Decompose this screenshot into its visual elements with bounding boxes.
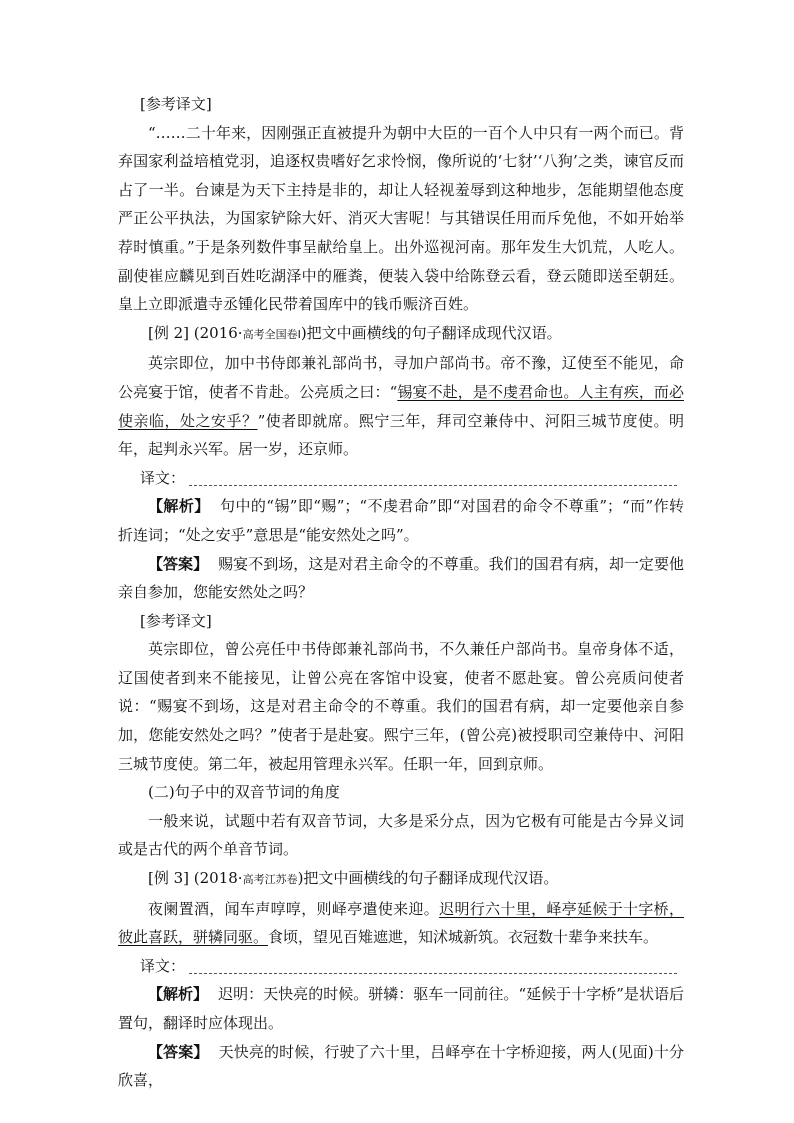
example-2-passage: 英宗即位，加中书侍郎兼礼部尚书，寻加户部尚书。帝不豫，辽使至不能见，命公亮宴于馆，使者不肯赴。公亮质之曰：“锡宴不赴，是不虔君命也。人主有疾，而必使亲临，处之安乎？”使者即就席。熙宁三年，拜司空兼侍中、河阳三城节度使。明年，起判永兴军。居一岁，还京师。 — [118, 354, 684, 459]
underlined-sentence: 锡宴不赴，是不虔君命也。人主有疾，而必使亲临，处之安乎？ — [118, 382, 684, 430]
example-3-source: 高考江苏卷 — [242, 873, 298, 887]
section-heading: (二)句子中的双音节词的角度 — [148, 783, 340, 802]
document-body — [118, 90, 684, 1095]
reference-translation-label-2: [参考译文] — [140, 611, 212, 630]
section-paragraph: 一般来说，试题中若有双音节词，大多是采分点，因为它极有可能是古今异义词或是古代的两个单音节词。 — [118, 811, 684, 859]
translation-answer-line-3 — [118, 952, 684, 981]
answer-tag: 【答案】 — [148, 554, 209, 573]
example-3-analysis: 【解析】 迟明：天快亮的时候。骈辚：驱车一同前往。“延候于十字桥”是状语后置句，翻译时应体现出。 — [118, 985, 684, 1032]
reference-translation-paragraph-2: 英宗即位，曾公亮任中书侍郎兼礼部尚书，不久兼任户部尚书。皇帝身体不适，辽国使者到来不能接见，让曾公亮在客馆中设宴，使者不愿赴宴。曾公亮质问使者说：“赐宴不到场，这是对君主命令的不尊重。我们的国君有病，却一定要他亲自参加，您能安然处之吗？”使者于是赴宴。熙宁三年，(曾公亮)被授职司空兼侍中、河阳三城节度使。第二年，被起用管理永兴军。任职一年，回到京师。 — [118, 640, 684, 773]
underlined-sentence-3: 迟明行六十里，峄亭延候于十字桥，彼此喜跃，骈辚同驱。 — [118, 899, 684, 947]
example-3-answer: 【答案】 天快亮的时候，行驶了六十里，吕峄亭在十字桥迎接，两人(见面)十分欣喜， — [118, 1042, 684, 1090]
answer-blank[interactable] — [189, 471, 677, 486]
example-2-analysis: 【解析】 句中的“锡”即“赐”；“不虔君命”即“对国君的命令不尊重”；“而”作转折连词；“处之安乎”意思是“能安然处之吗”。 — [118, 497, 684, 544]
analysis-tag-3: 【解析】 — [148, 985, 209, 1004]
example-2-heading: [例 2] (2016·高考全国卷Ⅰ)把文中画横线的句子翻译成现代汉语。 — [148, 323, 562, 342]
reference-translation-paragraph: “……二十年来，因刚强正直被提升为朝中大臣的一百个人中只有一两个而已。背弃国家利益培植党羽，追逐权贵嗜好乞求怜悯，像所说的‘七豺’‘八狗’之类，谏官反而占了一半。台谏是为天下主持是非的，却让人轻视羞辱到这种地步，怎能期望他态度严正公平执法，为国家铲除大奸、消灭大害呢！与其错误任用而斥免他，不如开始举荐时慎重。”于是条列数件事呈献给皇上。出外巡视河南。那年发生大饥荒，人吃人。副使崔应麟见到百姓吃湖泽中的雁粪，便装入袋中给陈登云看，登云随即送至朝廷。皇上立即派遣寺丞锺化民带着国库中的钱币赈济百姓。 — [118, 123, 684, 314]
translation-label-3: 译文： — [140, 956, 186, 975]
example-3-heading: [例 3] (2018·高考江苏卷)把文中画横线的句子翻译成现代汉语。 — [148, 869, 559, 888]
example-2-source: 高考全国卷Ⅰ — [242, 327, 301, 341]
answer-blank-3[interactable] — [189, 959, 677, 974]
example-2-answer: 【答案】 赐宴不到场，这是对君主命令的不尊重。我们的国君有病，却一定要他亲自参加，您能安然处之吗？ — [118, 554, 684, 602]
translation-label: 译文： — [140, 468, 186, 487]
answer-tag-3: 【答案】 — [148, 1042, 209, 1061]
translation-answer-line — [118, 464, 684, 493]
example-3-passage: 夜阑置酒，闻车声啍啍，则峄亭遣使来迎。迟明行六十里，峄亭延候于十字桥，彼此喜跃，骈辚同驱。食顷，望见百雉遮迣，知沭城新筑。衣冠数十辈争来扶车。 — [118, 899, 684, 947]
reference-translation-label: [参考译文] — [140, 95, 212, 113]
analysis-tag: 【解析】 — [148, 497, 210, 516]
